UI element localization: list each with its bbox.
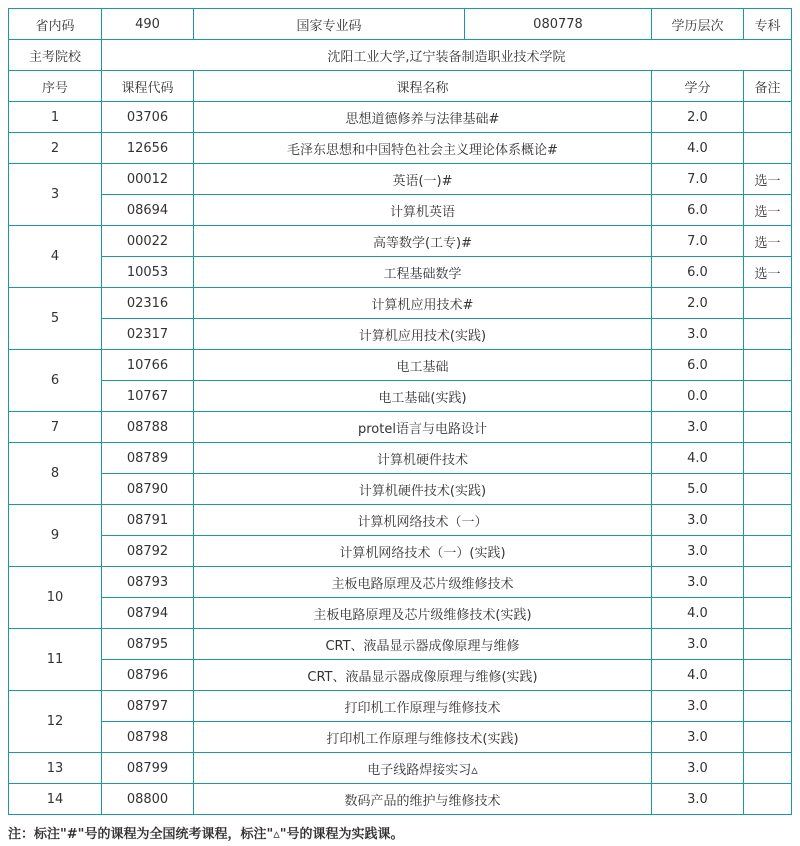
remark-cell: 选一	[744, 195, 792, 226]
remark-cell	[744, 443, 792, 474]
credit-cell: 6.0	[652, 195, 744, 226]
credit-cell: 4.0	[652, 598, 744, 629]
course-code-cell: 08796	[102, 660, 194, 691]
remark-cell: 选一	[744, 257, 792, 288]
course-name-cell: 英语(一)#	[194, 164, 652, 195]
course-code-cell: 08791	[102, 505, 194, 536]
table-row	[9, 536, 792, 567]
table-row	[9, 381, 792, 412]
table-row	[9, 226, 792, 257]
seq-cell: 7	[9, 412, 102, 443]
remark-cell	[744, 598, 792, 629]
credit-cell: 3.0	[652, 567, 744, 598]
course-code-cell: 08794	[102, 598, 194, 629]
course-name-cell: 打印机工作原理与维修技术(实践)	[194, 722, 652, 753]
credit-cell: 3.0	[652, 722, 744, 753]
course-name-cell: 计算机英语	[194, 195, 652, 226]
school-value: 沈阳工业大学,辽宁装备制造职业技术学院	[102, 40, 792, 71]
column-header-credit: 学分	[652, 71, 744, 102]
seq-cell: 9	[9, 505, 102, 567]
credit-cell: 3.0	[652, 753, 744, 784]
footnote: 注：标注"#"号的课程为全国统考课程，标注"▵"号的课程为实践课。	[8, 827, 404, 842]
course-name-cell: 计算机网络技术（一）	[194, 505, 652, 536]
remark-cell	[744, 536, 792, 567]
province-code-value: 490	[102, 9, 194, 40]
course-name-cell: CRT、液晶显示器成像原理与维修(实践)	[194, 660, 652, 691]
credit-cell: 5.0	[652, 474, 744, 505]
remark-cell	[744, 102, 792, 133]
seq-cell: 8	[9, 443, 102, 505]
header-row-school	[9, 40, 792, 71]
course-name-cell: 电工基础(实践)	[194, 381, 652, 412]
credit-cell: 4.0	[652, 443, 744, 474]
course-code-cell: 08792	[102, 536, 194, 567]
seq-cell: 2	[9, 133, 102, 164]
table-row	[9, 629, 792, 660]
seq-cell: 3	[9, 164, 102, 226]
remark-cell	[744, 288, 792, 319]
table-row	[9, 195, 792, 226]
remark-cell: 选一	[744, 226, 792, 257]
table-row	[9, 288, 792, 319]
table-row	[9, 660, 792, 691]
course-name-cell: 主板电路原理及芯片级维修技术(实践)	[194, 598, 652, 629]
course-code-cell: 12656	[102, 133, 194, 164]
credit-cell: 7.0	[652, 226, 744, 257]
seq-cell: 11	[9, 629, 102, 691]
remark-cell	[744, 381, 792, 412]
remark-cell	[744, 474, 792, 505]
course-code-cell: 10053	[102, 257, 194, 288]
course-name-cell: 主板电路原理及芯片级维修技术	[194, 567, 652, 598]
course-code-cell: 08798	[102, 722, 194, 753]
table-row	[9, 319, 792, 350]
remark-cell	[744, 660, 792, 691]
course-code-cell: 10767	[102, 381, 194, 412]
course-code-cell: 08788	[102, 412, 194, 443]
table-row	[9, 443, 792, 474]
course-name-cell: 数码产品的维护与维修技术	[194, 784, 652, 815]
course-code-cell: 08694	[102, 195, 194, 226]
course-name-cell: 计算机硬件技术	[194, 443, 652, 474]
column-header-name: 课程名称	[194, 71, 652, 102]
column-header-seq: 序号	[9, 71, 102, 102]
table-row	[9, 753, 792, 784]
credit-cell: 3.0	[652, 319, 744, 350]
course-name-cell: 计算机应用技术(实践)	[194, 319, 652, 350]
table-row	[9, 133, 792, 164]
course-code-cell: 08800	[102, 784, 194, 815]
remark-cell	[744, 722, 792, 753]
header-row-codes	[9, 9, 792, 40]
seq-cell: 6	[9, 350, 102, 412]
seq-cell: 10	[9, 567, 102, 629]
table-row	[9, 102, 792, 133]
level-value: 专科	[744, 9, 792, 40]
course-code-cell: 08799	[102, 753, 194, 784]
table-row	[9, 505, 792, 536]
course-code-cell: 08790	[102, 474, 194, 505]
seq-cell: 14	[9, 784, 102, 815]
table-row	[9, 691, 792, 722]
course-code-cell: 02316	[102, 288, 194, 319]
remark-cell	[744, 133, 792, 164]
column-header-code: 课程代码	[102, 71, 194, 102]
course-name-cell: 思想道德修养与法律基础#	[194, 102, 652, 133]
remark-cell	[744, 691, 792, 722]
course-code-cell: 08795	[102, 629, 194, 660]
seq-cell: 1	[9, 102, 102, 133]
credit-cell: 0.0	[652, 381, 744, 412]
credit-cell: 3.0	[652, 505, 744, 536]
course-name-cell: 工程基础数学	[194, 257, 652, 288]
course-name-cell: 电子线路焊接实习▵	[194, 753, 652, 784]
course-code-cell: 00012	[102, 164, 194, 195]
seq-cell: 4	[9, 226, 102, 288]
credit-cell: 2.0	[652, 102, 744, 133]
remark-cell	[744, 505, 792, 536]
exam-plan-table	[8, 8, 792, 815]
level-label: 学历层次	[652, 9, 744, 40]
course-name-cell: 计算机硬件技术(实践)	[194, 474, 652, 505]
course-name-cell: 高等数学(工专)#	[194, 226, 652, 257]
remark-cell	[744, 629, 792, 660]
course-name-cell: 毛泽东思想和中国特色社会主义理论体系概论#	[194, 133, 652, 164]
table-row	[9, 598, 792, 629]
credit-cell: 3.0	[652, 412, 744, 443]
table-row	[9, 257, 792, 288]
credit-cell: 4.0	[652, 660, 744, 691]
table-row	[9, 350, 792, 381]
remark-cell	[744, 319, 792, 350]
remark-cell	[744, 567, 792, 598]
course-name-cell: 电工基础	[194, 350, 652, 381]
remark-cell	[744, 784, 792, 815]
course-code-cell: 08793	[102, 567, 194, 598]
remark-cell	[744, 412, 792, 443]
province-code-label: 省内码	[9, 9, 102, 40]
table-row	[9, 722, 792, 753]
remark-cell	[744, 753, 792, 784]
credit-cell: 4.0	[652, 133, 744, 164]
column-header-remark: 备注	[744, 71, 792, 102]
credit-cell: 3.0	[652, 536, 744, 567]
course-code-cell: 08797	[102, 691, 194, 722]
seq-cell: 12	[9, 691, 102, 753]
national-code-label: 国家专业码	[194, 9, 465, 40]
course-code-cell: 03706	[102, 102, 194, 133]
credit-cell: 7.0	[652, 164, 744, 195]
course-name-cell: 计算机网络技术（一）(实践)	[194, 536, 652, 567]
credit-cell: 3.0	[652, 691, 744, 722]
national-code-value: 080778	[465, 9, 652, 40]
credit-cell: 2.0	[652, 288, 744, 319]
course-name-cell: protel语言与电路设计	[194, 412, 652, 443]
course-code-cell: 02317	[102, 319, 194, 350]
table-row	[9, 474, 792, 505]
remark-cell	[744, 350, 792, 381]
column-header-row	[9, 71, 792, 102]
table-row	[9, 412, 792, 443]
seq-cell: 5	[9, 288, 102, 350]
credit-cell: 3.0	[652, 784, 744, 815]
course-name-cell: 计算机应用技术#	[194, 288, 652, 319]
credit-cell: 6.0	[652, 257, 744, 288]
seq-cell: 13	[9, 753, 102, 784]
course-name-cell: 打印机工作原理与维修技术	[194, 691, 652, 722]
credit-cell: 3.0	[652, 629, 744, 660]
table-row	[9, 567, 792, 598]
credit-cell: 6.0	[652, 350, 744, 381]
course-code-cell: 00022	[102, 226, 194, 257]
table-row	[9, 784, 792, 815]
table-row	[9, 164, 792, 195]
remark-cell: 选一	[744, 164, 792, 195]
school-label: 主考院校	[9, 40, 102, 71]
course-name-cell: CRT、液晶显示器成像原理与维修	[194, 629, 652, 660]
course-code-cell: 10766	[102, 350, 194, 381]
course-code-cell: 08789	[102, 443, 194, 474]
